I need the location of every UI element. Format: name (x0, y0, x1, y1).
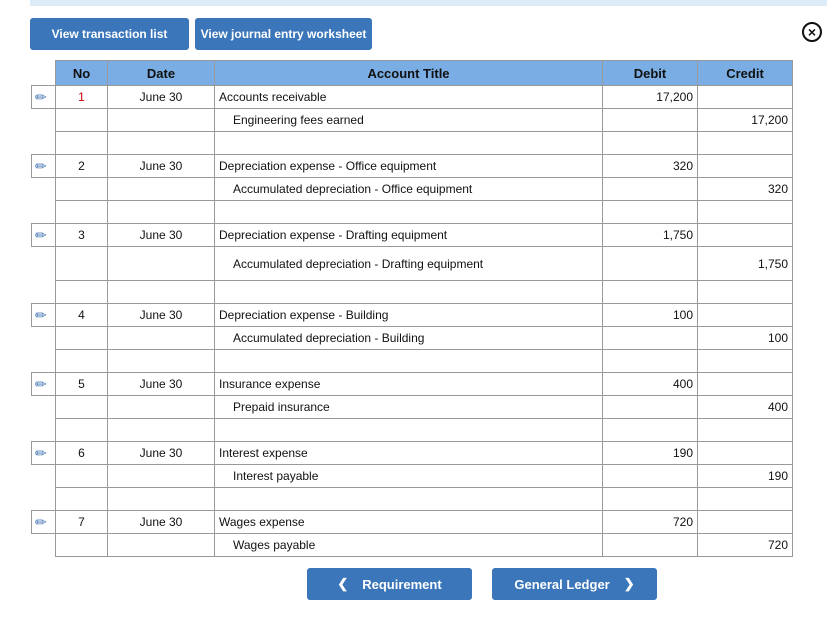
blank-cell (56, 350, 108, 373)
blank-cell[interactable] (215, 132, 603, 155)
edit-cell[interactable] (32, 373, 56, 396)
credit-cell[interactable] (698, 373, 793, 396)
table-row (32, 224, 793, 247)
debit-cell[interactable]: 17,200 (603, 86, 698, 109)
edit-cell (32, 247, 56, 281)
edit-cell (32, 132, 56, 155)
edit-cell (32, 350, 56, 373)
account-title[interactable]: Accumulated depreciation - Office equipment (215, 178, 603, 201)
credit-cell[interactable]: 400 (698, 396, 793, 419)
blank-cell (108, 132, 215, 155)
table-row (32, 465, 793, 488)
entry-number: 3 (56, 224, 108, 247)
entry-date: June 30 (108, 373, 215, 396)
debit-cell[interactable] (603, 247, 698, 281)
entry-date: June 30 (108, 155, 215, 178)
top-banner (30, 0, 827, 6)
edit-cell[interactable] (32, 511, 56, 534)
credit-cell[interactable]: 720 (698, 534, 793, 557)
entry-number (56, 396, 108, 419)
blank-cell (56, 488, 108, 511)
header-credit: Credit (698, 61, 793, 86)
table-row (32, 155, 793, 178)
header-no: No (56, 61, 108, 86)
table-row (32, 373, 793, 396)
table-row (32, 327, 793, 350)
requirement-button[interactable] (307, 568, 472, 600)
blank-cell[interactable] (603, 350, 698, 373)
credit-cell[interactable]: 320 (698, 178, 793, 201)
blank-cell[interactable] (603, 419, 698, 442)
blank-row (32, 350, 793, 373)
account-title[interactable]: Depreciation expense - Building (215, 304, 603, 327)
blank-cell[interactable] (215, 488, 603, 511)
entry-number (56, 178, 108, 201)
blank-cell[interactable] (215, 281, 603, 304)
header-date: Date (108, 61, 215, 86)
entry-date: June 30 (108, 224, 215, 247)
entry-date (108, 534, 215, 557)
edit-cell[interactable] (32, 155, 56, 178)
table-row (32, 86, 793, 109)
entry-number: 6 (56, 442, 108, 465)
entry-date (108, 109, 215, 132)
edit-cell (32, 201, 56, 224)
blank-cell[interactable] (603, 201, 698, 224)
entry-date (108, 247, 215, 281)
blank-cell[interactable] (215, 350, 603, 373)
pencil-icon[interactable]: ✏︎ (35, 226, 47, 243)
edit-cell[interactable] (32, 304, 56, 327)
edit-cell[interactable] (32, 442, 56, 465)
account-title[interactable]: Wages payable (215, 534, 603, 557)
entry-number (56, 534, 108, 557)
account-title[interactable]: Wages expense (215, 511, 603, 534)
blank-cell[interactable] (698, 201, 793, 224)
entry-number (56, 465, 108, 488)
blank-cell[interactable] (603, 488, 698, 511)
account-title[interactable]: Engineering fees earned (215, 109, 603, 132)
blank-row (32, 419, 793, 442)
header-debit: Debit (603, 61, 698, 86)
pencil-icon[interactable]: ✏︎ (35, 88, 47, 105)
credit-cell[interactable] (698, 442, 793, 465)
entry-date: June 30 (108, 304, 215, 327)
edit-cell (32, 281, 56, 304)
blank-cell[interactable] (698, 488, 793, 511)
blank-cell[interactable] (215, 201, 603, 224)
pencil-icon[interactable]: ✏︎ (35, 157, 47, 174)
blank-cell (56, 281, 108, 304)
debit-cell[interactable]: 100 (603, 304, 698, 327)
debit-cell[interactable]: 190 (603, 442, 698, 465)
account-title[interactable]: Interest payable (215, 465, 603, 488)
blank-cell (108, 281, 215, 304)
debit-cell[interactable] (603, 327, 698, 350)
blank-cell (56, 201, 108, 224)
account-title[interactable]: Depreciation expense - Drafting equipment (215, 224, 603, 247)
entry-date (108, 396, 215, 419)
blank-cell[interactable] (698, 350, 793, 373)
close-icon[interactable]: × (802, 22, 822, 42)
entry-number (56, 247, 108, 281)
entry-date: June 30 (108, 442, 215, 465)
debit-cell[interactable] (603, 465, 698, 488)
header-spacer (32, 61, 56, 86)
credit-cell[interactable] (698, 511, 793, 534)
debit-cell[interactable]: 320 (603, 155, 698, 178)
header-account-title: Account Title (215, 61, 603, 86)
account-title[interactable]: Interest expense (215, 442, 603, 465)
blank-cell (56, 419, 108, 442)
blank-cell[interactable] (698, 419, 793, 442)
entry-number (56, 327, 108, 350)
general-ledger-label: General Ledger (514, 576, 610, 592)
account-title[interactable]: Insurance expense (215, 373, 603, 396)
entry-number: 4 (56, 304, 108, 327)
pencil-icon[interactable]: ✏︎ (35, 513, 47, 530)
entry-date (108, 465, 215, 488)
table-row (32, 534, 793, 557)
edit-cell (32, 178, 56, 201)
blank-row (32, 488, 793, 511)
blank-cell (108, 488, 215, 511)
blank-cell[interactable] (603, 132, 698, 155)
edit-cell (32, 488, 56, 511)
account-title[interactable]: Prepaid insurance (215, 396, 603, 419)
credit-cell[interactable] (698, 155, 793, 178)
requirement-label: Requirement (362, 576, 442, 592)
entry-date (108, 178, 215, 201)
account-title[interactable]: Accumulated depreciation - Drafting equipment (215, 247, 603, 281)
account-title[interactable]: Depreciation expense - Office equipment (215, 155, 603, 178)
debit-cell[interactable] (603, 534, 698, 557)
pencil-icon[interactable]: ✏︎ (35, 444, 47, 461)
debit-cell[interactable]: 720 (603, 511, 698, 534)
blank-row (32, 132, 793, 155)
general-ledger-button[interactable] (492, 568, 657, 600)
credit-cell[interactable] (698, 304, 793, 327)
edit-cell (32, 465, 56, 488)
entry-number: 2 (56, 155, 108, 178)
credit-cell[interactable]: 17,200 (698, 109, 793, 132)
table-row (32, 178, 793, 201)
entry-date: June 30 (108, 511, 215, 534)
pencil-icon[interactable]: ✏︎ (35, 306, 47, 323)
entry-number: 5 (56, 373, 108, 396)
account-title[interactable]: Accumulated depreciation - Building (215, 327, 603, 350)
account-title[interactable]: Accounts receivable (215, 86, 603, 109)
table-row (32, 442, 793, 465)
edit-cell (32, 109, 56, 132)
table-row (32, 304, 793, 327)
edit-cell[interactable] (32, 86, 56, 109)
blank-cell (108, 201, 215, 224)
credit-cell[interactable]: 100 (698, 327, 793, 350)
entry-date: June 30 (108, 86, 215, 109)
debit-cell[interactable]: 1,750 (603, 224, 698, 247)
edit-cell (32, 534, 56, 557)
edit-cell (32, 419, 56, 442)
entry-date (108, 327, 215, 350)
table-row (32, 396, 793, 419)
table-row (32, 247, 793, 281)
table-row (32, 511, 793, 534)
pencil-icon[interactable]: ✏︎ (35, 375, 47, 392)
blank-cell (108, 419, 215, 442)
blank-cell[interactable] (698, 132, 793, 155)
edit-cell (32, 327, 56, 350)
debit-cell[interactable]: 400 (603, 373, 698, 396)
blank-cell (108, 350, 215, 373)
chevron-right-icon: ❯ (623, 576, 635, 591)
view-transaction-list-button[interactable]: View transaction list (30, 18, 189, 50)
blank-cell (56, 132, 108, 155)
debit-cell[interactable] (603, 109, 698, 132)
blank-row (32, 201, 793, 224)
credit-cell[interactable] (698, 86, 793, 109)
credit-cell[interactable]: 190 (698, 465, 793, 488)
edit-cell[interactable] (32, 224, 56, 247)
journal-table (31, 60, 793, 557)
blank-cell[interactable] (215, 419, 603, 442)
blank-cell[interactable] (698, 281, 793, 304)
chevron-left-icon: ❮ (337, 576, 349, 591)
table-row (32, 109, 793, 132)
blank-row (32, 281, 793, 304)
blank-cell[interactable] (603, 281, 698, 304)
entry-number (56, 109, 108, 132)
credit-cell[interactable] (698, 224, 793, 247)
edit-cell (32, 396, 56, 419)
debit-cell[interactable] (603, 178, 698, 201)
view-journal-worksheet-button[interactable]: View journal entry worksheet (195, 18, 372, 50)
entry-number: 1 (56, 86, 108, 109)
credit-cell[interactable]: 1,750 (698, 247, 793, 281)
entry-number: 7 (56, 511, 108, 534)
debit-cell[interactable] (603, 396, 698, 419)
